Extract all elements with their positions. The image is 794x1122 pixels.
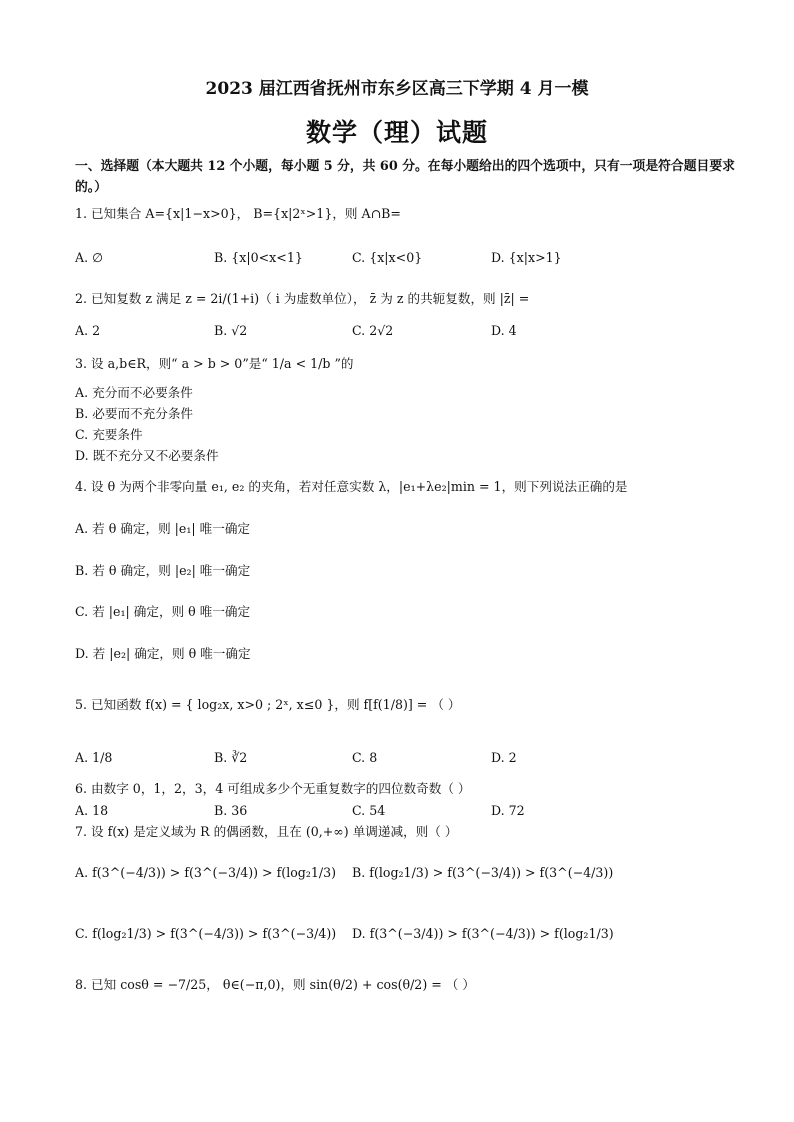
q1-option-b: B. {x|0<x<1} — [214, 250, 303, 265]
q6-option-d: D. 72 — [491, 803, 525, 818]
section-heading: 一、选择题（本大题共 12 个小题，每小题 5 分，共 60 分。在每小题给出的四个选项中，只有一项是符合题目要求的。） — [75, 159, 735, 195]
q5-option-b: B. ∛2 — [214, 750, 248, 765]
q5-option-c: C. 8 — [352, 750, 378, 765]
q6-option-c: C. 54 — [352, 803, 386, 818]
q5-option-d: D. 2 — [491, 750, 517, 765]
q3-option-b: B. 必要而不充分条件 — [75, 406, 194, 421]
q6-option-a: A. 18 — [75, 803, 109, 818]
q5-option-a: A. 1/8 — [75, 750, 113, 765]
q1-option-c: C. {x|x<0} — [352, 250, 423, 265]
q3-option-c: C. 充要条件 — [75, 427, 143, 442]
q2-option-a: A. 2 — [75, 323, 101, 338]
q2-option-b: B. √2 — [214, 323, 248, 338]
q3-option-a: A. 充分而不必要条件 — [75, 385, 193, 400]
q7-stem: 7. 设 f(x) 是定义域为 R 的偶函数，且在 (0,+∞) 单调递减，则（ ） — [75, 824, 458, 839]
q4-option-b: B. 若 θ 确定，则 |e₂| 唯一确定 — [75, 563, 251, 578]
exam-title: 2023 届江西省抚州市东乡区高三下学期 4 月一模 — [205, 79, 589, 99]
q2-option-d: D. 4 — [491, 323, 517, 338]
q1-option-d: D. {x|x>1} — [491, 250, 562, 265]
q1-stem: 1. 已知集合 A={x|1−x>0}， B={x|2ˣ>1}，则 A∩B= — [75, 206, 401, 221]
q4-option-d: D. 若 |e₂| 确定，则 θ 唯一确定 — [75, 646, 251, 661]
q4-option-a: A. 若 θ 确定，则 |e₁| 唯一确定 — [75, 521, 251, 536]
q8-stem: 8. 已知 cosθ = −7/25， θ∈(−π,0)，则 sin(θ/2) + cos(θ/2) = （ ） — [75, 977, 475, 992]
q6-option-b: B. 36 — [214, 803, 248, 818]
q7-option-b: B. f(log₂1/3) > f(3^(−3/4)) > f(3^(−4/3)) — [352, 865, 614, 880]
q6-stem: 6. 由数字 0，1，2，3，4 可组成多少个无重复数字的四位数奇数（ ） — [75, 781, 471, 796]
q3-stem: 3. 设 a,b∈R，则“ a > b > 0”是“ 1/a < 1/b ”的 — [75, 356, 354, 371]
q5-stem: 5. 已知函数 f(x) = { log₂x, x>0 ; 2ˣ, x≤0 }，则 f[f(1/8)] = （ ） — [75, 697, 461, 712]
q2-stem: 2. 已知复数 z 满足 z = 2i/(1+i)（ i 为虚数单位）， z̄ 为 z 的共轭复数，则 |z̄| = — [75, 291, 530, 306]
q3-option-d: D. 既不充分又不必要条件 — [75, 448, 219, 463]
q4-option-c: C. 若 |e₁| 确定，则 θ 唯一确定 — [75, 604, 251, 619]
q7-option-d: D. f(3^(−3/4)) > f(3^(−4/3)) > f(log₂1/3) — [352, 926, 614, 941]
q7-option-a: A. f(3^(−4/3)) > f(3^(−3/4)) > f(log₂1/3) — [75, 865, 337, 880]
subject-title: 数学（理）试题 — [305, 118, 488, 147]
q4-stem: 4. 设 θ 为两个非零向量 e₁, e₂ 的夹角，若对任意实数 λ，|e₁+λe₂|min = 1，则下列说法正确的是 — [75, 479, 628, 494]
q2-option-c: C. 2√2 — [352, 323, 394, 338]
q7-option-c: C. f(log₂1/3) > f(3^(−4/3)) > f(3^(−3/4)) — [75, 926, 337, 941]
q1-option-a: A. ∅ — [75, 250, 104, 265]
